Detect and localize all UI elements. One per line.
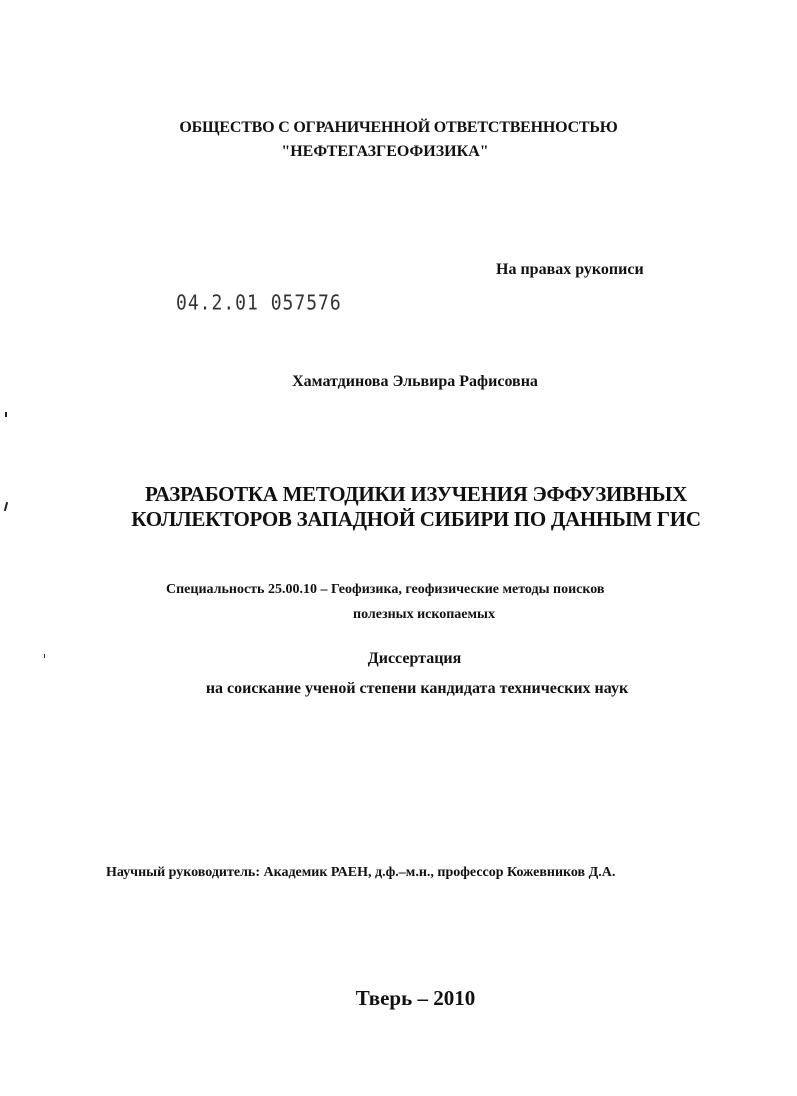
thesis-title-line-2: КОЛЛЕКТОРОВ ЗАПАДНОЙ СИБИРИ ПО ДАННЫМ ГИС bbox=[131, 507, 701, 531]
document-type: Диссертация bbox=[367, 650, 462, 667]
thesis-title-line-1: РАЗРАБОТКА МЕТОДИКИ ИЗУЧЕНИЯ ЭФФУЗИВНЫХ bbox=[145, 482, 687, 506]
scientific-supervisor: Научный руководитель: Академик РАЕН, д.ф.–м.н., профессор Кожевников Д.А. bbox=[106, 865, 616, 880]
organization-name: "НЕФТЕГАЗГЕОФИЗИКА" bbox=[281, 143, 489, 160]
specialty-line-1: Специальность 25.00.10 – Геофизика, геофизические методы поисков bbox=[166, 582, 605, 597]
rights-note: На правах рукописи bbox=[496, 261, 644, 278]
specialty-line-2: полезных ископаемых bbox=[353, 607, 495, 622]
organization-type: ОБЩЕСТВО С ОГРАНИЧЕННОЙ ОТВЕТСТВЕННОСТЬЮ bbox=[179, 119, 618, 136]
registry-number-stamp: 04.2.01 057576 bbox=[176, 291, 342, 316]
author-name: Хаматдинова Эльвира Рафисовна bbox=[292, 373, 538, 390]
degree-statement: на соискание ученой степени кандидата технических наук bbox=[205, 680, 629, 697]
scan-speck bbox=[5, 412, 7, 417]
scan-speck bbox=[44, 654, 45, 658]
city-year: Тверь – 2010 bbox=[355, 986, 476, 1010]
